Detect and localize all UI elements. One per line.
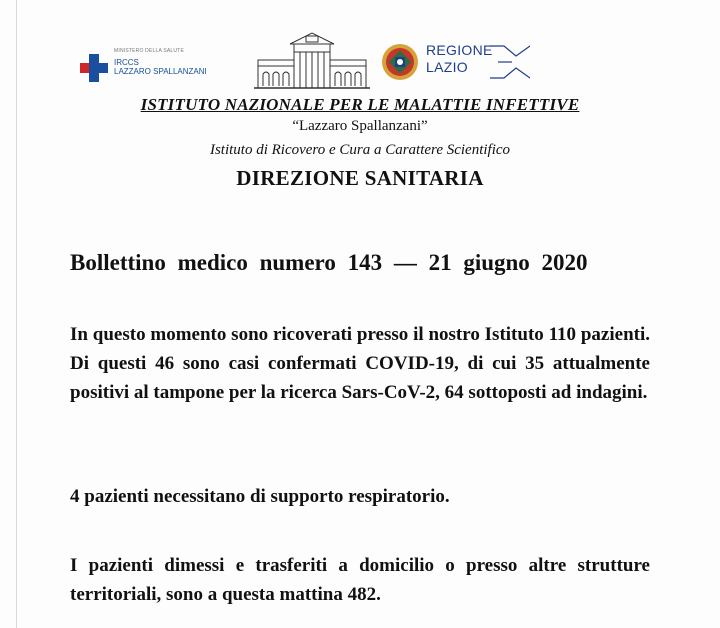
institute-name: ISTITUTO NAZIONALE PER LE MALATTIE INFETTIVE — [140, 95, 580, 114]
medical-cross-icon — [80, 54, 108, 82]
regione-label: REGIONE — [426, 42, 493, 58]
bulletin-paragraph-discharged: I pazienti dimessi e trasferiti a domicilio o presso altre strutture territoriali, sono a questa mattina 482. — [70, 555, 650, 605]
institute-type: Istituto di Ricovero e Cura a Carattere Scientifico — [209, 142, 511, 158]
chevron-decoration-icon — [490, 44, 530, 80]
bulletin-title: Bollettino medico numero 143 — 21 giugno 2020 — [70, 250, 588, 275]
regione-lazio-seal-icon — [380, 42, 420, 82]
irccs-logo-text — [114, 58, 207, 76]
irccs-small-caption: MINISTERO DELLA SALUTE — [114, 48, 184, 54]
regione-lazio-logo — [380, 40, 540, 86]
irccs-logo-line2: LAZZARO SPALLANZANI — [114, 67, 207, 76]
department-title: DIREZIONE SANITARIA — [236, 166, 484, 190]
lazio-label: LAZIO — [426, 59, 468, 75]
bulletin-paragraph-respiratory: 4 pazienti necessitano di supporto respiratorio. — [70, 486, 450, 507]
bulletin-paragraph-admissions: In questo momento sono ricoverati presso il nostro Istituto 110 pazienti. Di questi 46 sono casi confermati COVID-19, di cui 35 attualmente positivi al tampone per la ricerca Sars-CoV-2, 64 sottoposti ad indagini. — [70, 324, 650, 403]
irccs-logo-line1: IRCCS — [114, 58, 139, 67]
institute-building-icon — [254, 30, 370, 90]
logo-strip — [0, 30, 720, 96]
institute-subtitle: “Lazzaro Spallanzani” — [292, 118, 428, 134]
regione-lazio-wordmark — [426, 42, 493, 76]
irccs-spallanzani-logo — [80, 48, 240, 84]
